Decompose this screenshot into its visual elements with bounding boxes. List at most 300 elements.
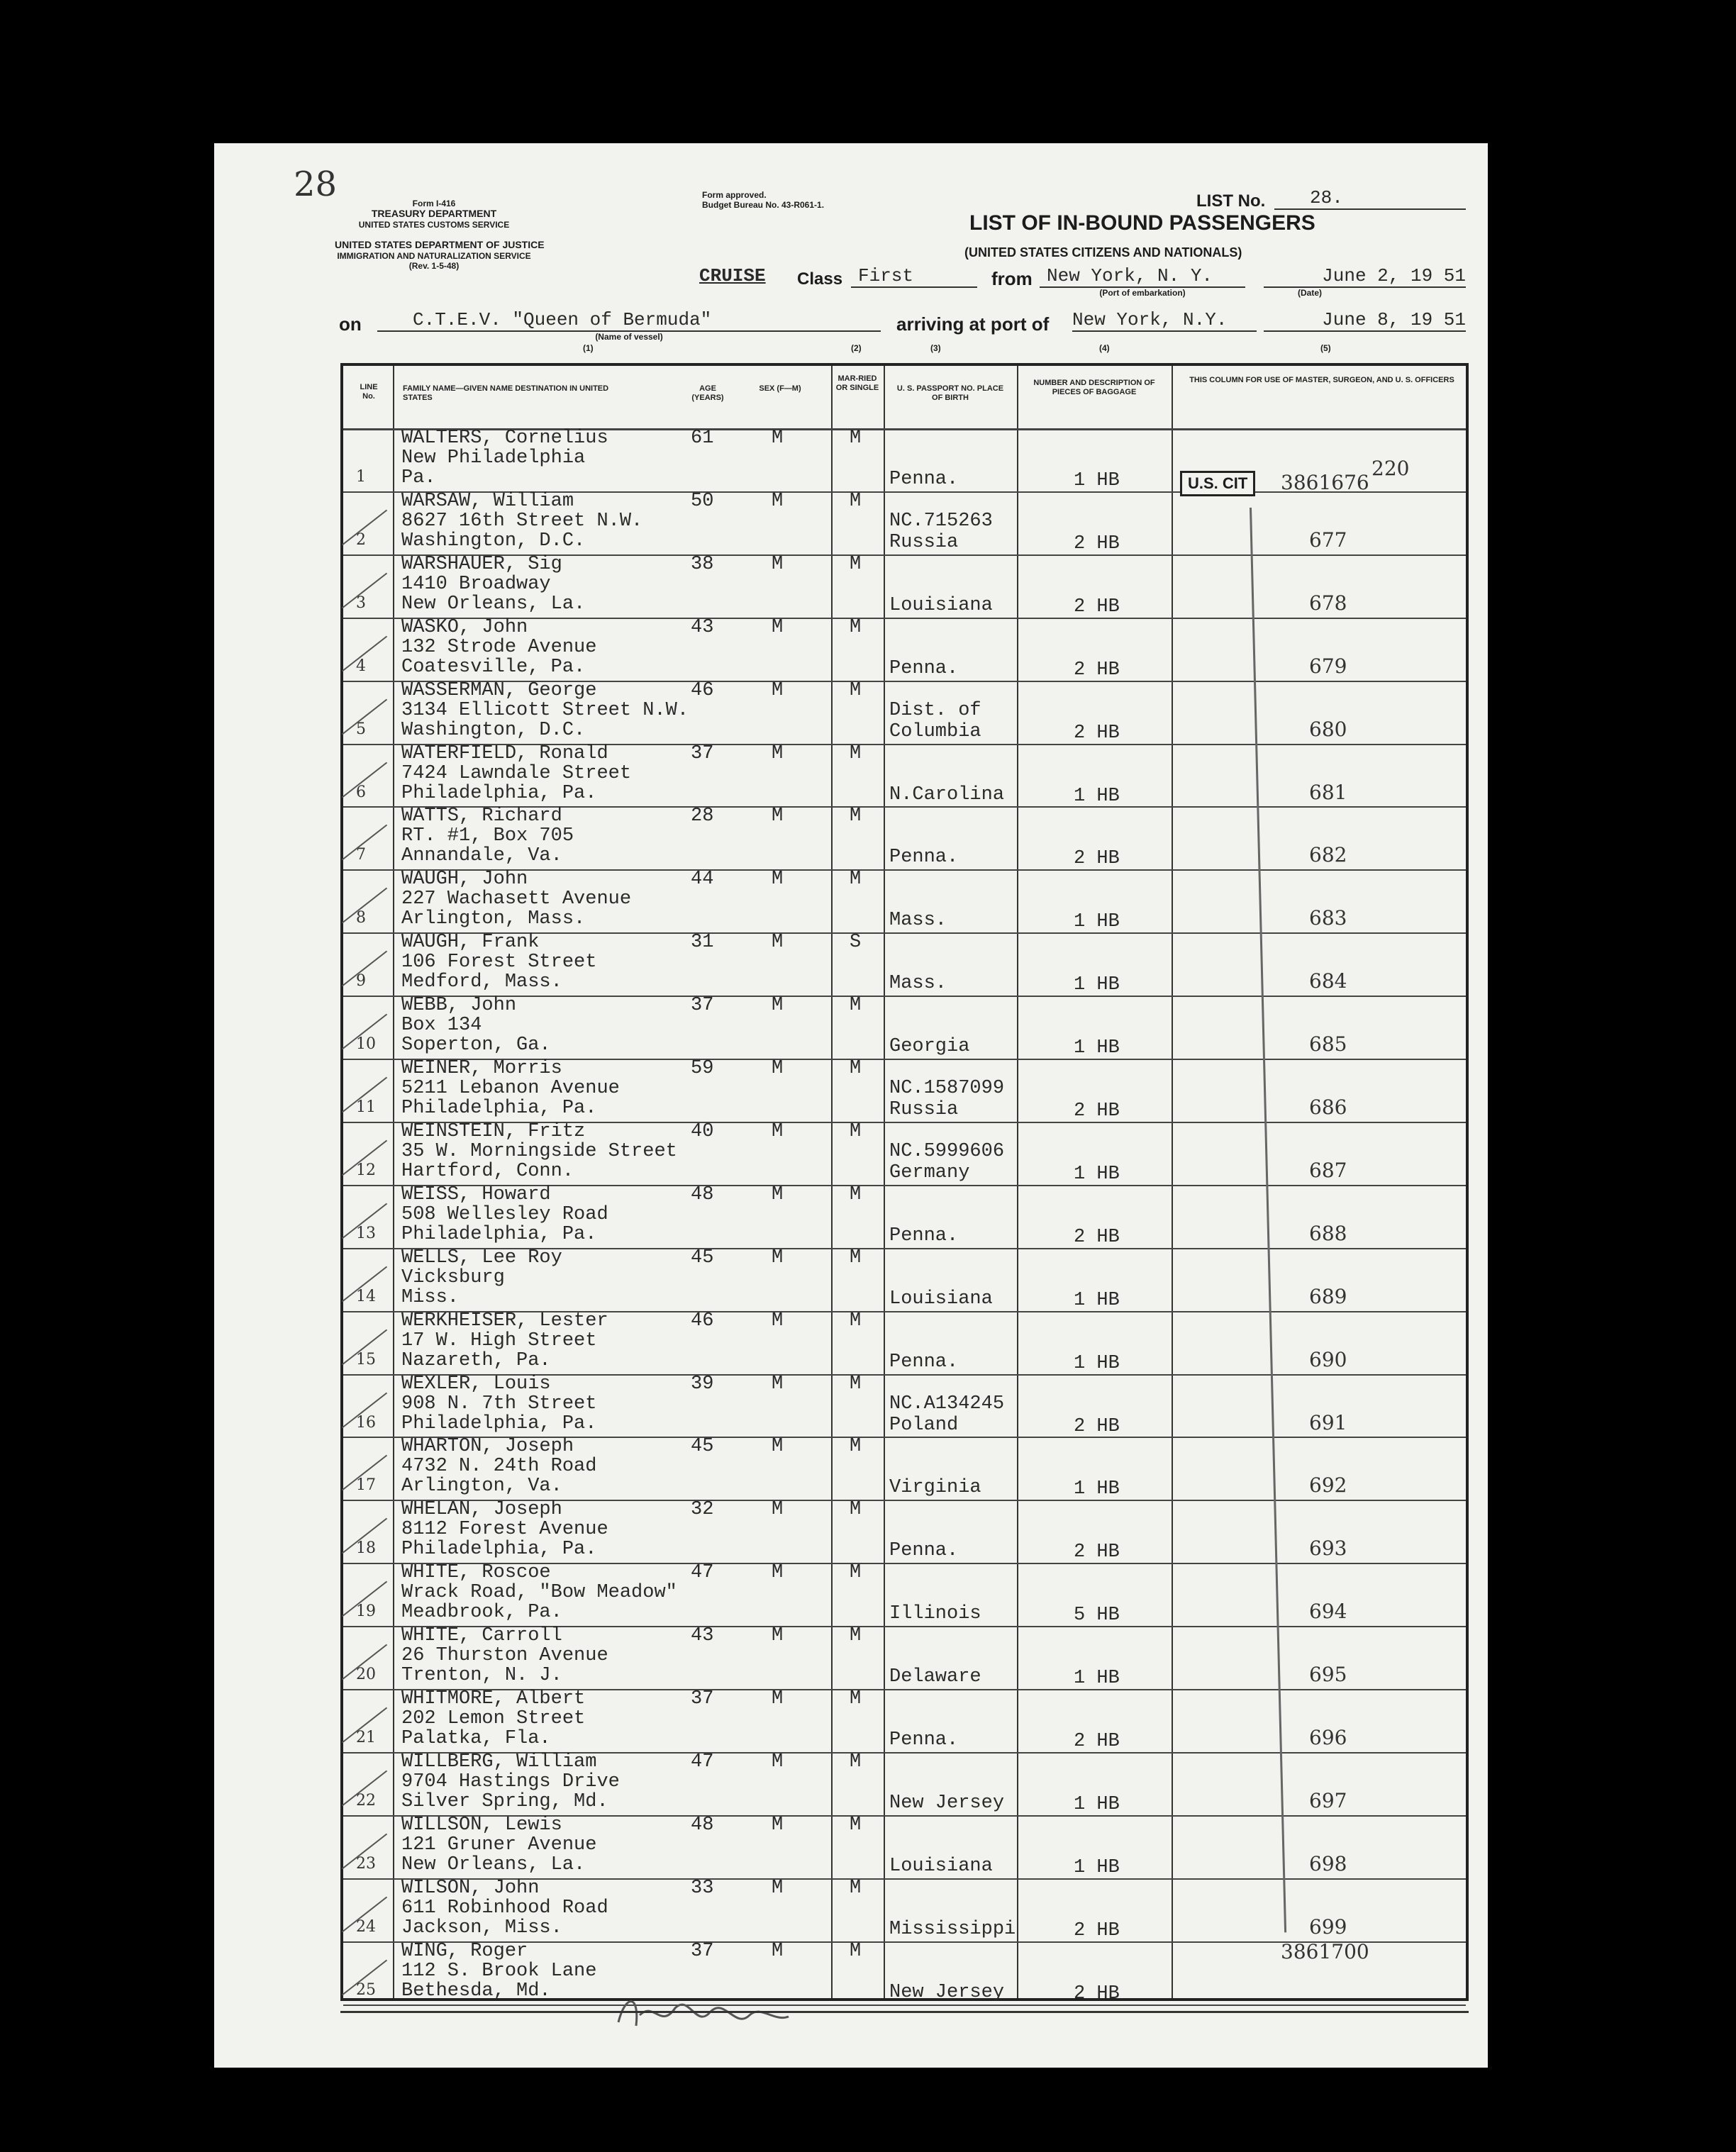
destination-city: Trenton, N. J. xyxy=(401,1665,562,1687)
destination-city: Coatesville, Pa. xyxy=(401,656,586,678)
certificate-number: 696 xyxy=(1309,1726,1347,1749)
passenger-name: WHITE, Carroll xyxy=(401,1625,562,1647)
place-of-birth: Mass. xyxy=(889,910,947,932)
marital-status: M xyxy=(850,679,862,701)
line-number: 18 xyxy=(356,1539,376,1558)
destination-city: Miss. xyxy=(401,1286,460,1308)
passenger-name: WILSON, John xyxy=(401,1877,540,1899)
us-citizen-stamp xyxy=(1180,471,1255,496)
last-certificate-number: 3861700 xyxy=(1281,1940,1369,1963)
destination-city: Soperton, Ga. xyxy=(401,1035,551,1057)
destination-city: Annandale, Va. xyxy=(401,845,562,867)
sex: M xyxy=(772,1940,784,1962)
marital-status: M xyxy=(850,742,862,764)
age: 47 xyxy=(691,1562,714,1584)
sex: M xyxy=(772,805,784,827)
destination-city: Arlington, Mass. xyxy=(401,908,586,930)
passenger-name: WHITE, Roscoe xyxy=(401,1562,551,1584)
destination-city: Bethesda, Md. xyxy=(401,1980,551,2002)
stamp-text: U.S. CIT xyxy=(1188,474,1248,492)
destination-city: Silver Spring, Md. xyxy=(401,1790,608,1812)
certificate-number: 695 xyxy=(1309,1663,1347,1687)
row-divider xyxy=(343,2005,1466,2006)
place-of-birth: Louisiana xyxy=(889,1288,993,1310)
destination-street: 112 S. Brook Lane xyxy=(401,1960,597,1982)
certificate-number: 678 xyxy=(1309,591,1347,615)
line-number: 5 xyxy=(356,720,366,738)
header-married: MAR-RIED OR SINGLE xyxy=(835,374,879,392)
header-officers: THIS COLUMN FOR USE OF MASTER, SURGEON, AND U. S. OFFICERS xyxy=(1189,376,1454,384)
baggage: 1 HB xyxy=(1074,974,1120,996)
page-number: 220 xyxy=(1371,457,1410,480)
marital-status: M xyxy=(850,1247,862,1269)
passenger-name: WASKO, John xyxy=(401,616,528,638)
place-of-birth: Penna. xyxy=(889,1351,959,1373)
certificate-number: 694 xyxy=(1309,1600,1347,1624)
line-number: 17 xyxy=(356,1476,376,1495)
marital-status: S xyxy=(850,932,862,954)
passport-number: NC.1587099 xyxy=(889,1078,1005,1099)
place-of-birth: Mass. xyxy=(889,973,947,995)
marital-status: M xyxy=(850,1625,862,1647)
sex: M xyxy=(772,1625,784,1647)
sex: M xyxy=(772,428,784,449)
sex: M xyxy=(772,1436,784,1458)
list-no-value: 28. xyxy=(1274,187,1466,210)
destination-street: 3134 Ellicott Street N.W. xyxy=(401,699,689,721)
arriving-label: arriving at port of xyxy=(896,313,1050,335)
passport-number: NC.715263 xyxy=(889,510,993,532)
line-number: 13 xyxy=(356,1224,376,1242)
header-sex: SEX (F—M) xyxy=(759,384,801,393)
column-number-4: (4) xyxy=(1099,343,1110,353)
destination-city: Hartford, Conn. xyxy=(401,1160,574,1182)
destination-street: RT. #1, Box 705 xyxy=(401,825,574,847)
place-of-birth: Louisiana xyxy=(889,594,993,616)
age: 46 xyxy=(691,679,714,701)
baggage: 2 HB xyxy=(1074,533,1120,554)
baggage: 2 HB xyxy=(1074,848,1120,870)
header-age: AGE (YEARS) xyxy=(691,384,724,402)
baggage: 2 HB xyxy=(1074,722,1120,744)
passenger-name: WALTERS, Cornelius xyxy=(401,428,608,449)
class-label: Class xyxy=(797,269,843,289)
destination-city: Philadelphia, Pa. xyxy=(401,782,597,804)
arrival-date: June 8, 19 51 xyxy=(1264,309,1466,332)
certificate-number: 699 xyxy=(1309,1914,1347,1939)
sex: M xyxy=(772,742,784,764)
destination-street: Vicksburg xyxy=(401,1266,505,1288)
marital-status: M xyxy=(850,1877,862,1899)
bottom-rule xyxy=(340,2011,1469,2013)
margin-note: 28 xyxy=(294,165,338,204)
baggage: 1 HB xyxy=(1074,1352,1120,1374)
sex: M xyxy=(772,1877,784,1899)
certificate-number: 697 xyxy=(1309,1788,1347,1812)
passenger-name: WATTS, Richard xyxy=(401,805,562,827)
certificate-number: 686 xyxy=(1309,1095,1347,1119)
line-number: 1 xyxy=(356,468,366,486)
sex: M xyxy=(772,1499,784,1521)
destination-street: 35 W. Morningside Street xyxy=(401,1140,677,1162)
sex: M xyxy=(772,553,784,575)
line-number: 14 xyxy=(356,1287,376,1305)
place-of-birth: Illinois xyxy=(889,1603,981,1625)
line-number: 10 xyxy=(356,1035,376,1054)
list-no-label: LIST No. xyxy=(1196,191,1266,211)
destination-street: 121 Gruner Avenue xyxy=(401,1834,597,1856)
marital-status: M xyxy=(850,1183,862,1205)
passenger-name: WAUGH, John xyxy=(401,869,528,891)
justice-dept: UNITED STATES DEPARTMENT OF JUSTICE xyxy=(335,239,545,250)
column-number-1: (1) xyxy=(583,343,594,353)
line-number: 19 xyxy=(356,1602,376,1621)
sex: M xyxy=(772,490,784,512)
place-of-birth: Russia xyxy=(889,531,959,553)
age: 37 xyxy=(691,995,714,1017)
marital-status: M xyxy=(850,995,862,1017)
passenger-name: WHARTON, Joseph xyxy=(401,1436,574,1458)
from-value: New York, N. Y. xyxy=(1040,265,1245,288)
certificate-number: 691 xyxy=(1309,1410,1347,1434)
baggage: 1 HB xyxy=(1074,911,1120,933)
baggage: 1 HB xyxy=(1074,1793,1120,1815)
passport-number: Dist. of xyxy=(889,699,981,721)
passenger-name: WHITMORE, Albert xyxy=(401,1688,586,1710)
line-number: 11 xyxy=(356,1098,376,1116)
passenger-name: WING, Roger xyxy=(401,1940,528,1962)
place-of-birth: Penna. xyxy=(889,847,959,869)
destination-street: 17 W. High Street xyxy=(401,1329,597,1351)
place-of-birth: New Jersey xyxy=(889,1981,1005,2003)
destination-city: Philadelphia, Pa. xyxy=(401,1539,597,1561)
destination-city: Palatka, Fla. xyxy=(401,1728,551,1749)
certificate-number: 689 xyxy=(1309,1284,1347,1308)
first-certificate-number: 3861676 xyxy=(1281,471,1369,494)
baggage: 2 HB xyxy=(1074,1226,1120,1248)
header-baggage: NUMBER AND DESCRIPTION OF PIECES OF BAGGAGE xyxy=(1033,379,1155,396)
arrival-port: New York, N.Y. xyxy=(1072,309,1257,332)
passport-number: NC.5999606 xyxy=(889,1140,1005,1162)
destination-street: 227 Wachasett Avenue xyxy=(401,888,632,910)
baggage: 1 HB xyxy=(1074,1289,1120,1311)
form-subtitle: (UNITED STATES CITIZENS AND NATIONALS) xyxy=(964,245,1242,260)
passenger-name: WATERFIELD, Ronald xyxy=(401,742,608,764)
baggage: 5 HB xyxy=(1074,1605,1120,1627)
age: 39 xyxy=(691,1373,714,1395)
destination-street: 132 Strode Avenue xyxy=(401,636,597,658)
place-of-birth: N.Carolina xyxy=(889,784,1005,805)
place-of-birth: Louisiana xyxy=(889,1855,993,1877)
certificate-number: 688 xyxy=(1309,1221,1347,1245)
line-number: 7 xyxy=(356,846,366,864)
certificate-number: 680 xyxy=(1309,717,1347,741)
age: 37 xyxy=(691,1688,714,1710)
baggage: 2 HB xyxy=(1074,1731,1120,1752)
sex: M xyxy=(772,869,784,891)
line-number: 22 xyxy=(356,1791,376,1810)
baggage: 2 HB xyxy=(1074,596,1120,618)
destination-city: Philadelphia, Pa. xyxy=(401,1223,597,1245)
marital-status: M xyxy=(850,1940,862,1962)
destination-city: Meadbrook, Pa. xyxy=(401,1602,562,1624)
cruise-label: CRUISE xyxy=(699,265,766,286)
budget-bureau: Budget Bureau No. 43-R061-1. xyxy=(702,200,825,210)
passenger-name: WILLBERG, William xyxy=(401,1751,597,1773)
vessel-name: C.T.E.V. "Queen of Bermuda" xyxy=(377,309,881,332)
place-of-birth: Virginia xyxy=(889,1477,981,1499)
baggage: 2 HB xyxy=(1074,1919,1120,1941)
customs-service: UNITED STATES CUSTOMS SERVICE xyxy=(358,220,510,230)
sex: M xyxy=(772,1562,784,1584)
age: 45 xyxy=(691,1247,714,1269)
destination-street: 611 Robinhood Road xyxy=(401,1897,608,1919)
destination-street: 9704 Hastings Drive xyxy=(401,1771,620,1793)
baggage: 2 HB xyxy=(1074,1100,1120,1122)
destination-city: Pa. xyxy=(401,467,436,489)
age: 31 xyxy=(691,932,714,954)
marital-status: M xyxy=(850,1688,862,1710)
destination-street: 202 Lemon Street xyxy=(401,1708,586,1729)
sex: M xyxy=(772,1247,784,1269)
age: 44 xyxy=(691,869,714,891)
destination-street: 1410 Broadway xyxy=(401,573,551,595)
marital-status: M xyxy=(850,1751,862,1773)
age: 40 xyxy=(691,1120,714,1142)
sex: M xyxy=(772,932,784,954)
marital-status: M xyxy=(850,1310,862,1332)
age: 46 xyxy=(691,1310,714,1332)
destination-city: Medford, Mass. xyxy=(401,971,562,993)
marital-status: M xyxy=(850,490,862,512)
ins-service: IMMIGRATION AND NATURALIZATION SERVICE xyxy=(337,251,531,261)
destination-street: New Philadelphia xyxy=(401,447,586,469)
place-of-birth: Penna. xyxy=(889,1225,959,1247)
destination-city: Nazareth, Pa. xyxy=(401,1349,551,1371)
line-number: 16 xyxy=(356,1413,376,1432)
certificate-number: 687 xyxy=(1309,1158,1347,1182)
certificate-number: 683 xyxy=(1309,906,1347,930)
line-number: 3 xyxy=(356,593,366,612)
destination-street: 508 Wellesley Road xyxy=(401,1203,608,1225)
age: 28 xyxy=(691,805,714,827)
marital-status: M xyxy=(850,1499,862,1521)
destination-city: Philadelphia, Pa. xyxy=(401,1412,597,1434)
marital-status: M xyxy=(850,1814,862,1836)
certificate-number: 681 xyxy=(1309,780,1347,804)
place-of-birth: Penna. xyxy=(889,1729,959,1751)
baggage: 1 HB xyxy=(1074,1478,1120,1500)
passport-number: NC.A134245 xyxy=(889,1393,1005,1415)
sex: M xyxy=(772,1058,784,1079)
column-number-5: (5) xyxy=(1320,343,1331,353)
department: TREASURY DEPARTMENT xyxy=(371,208,497,219)
age: 50 xyxy=(691,490,714,512)
baggage: 1 HB xyxy=(1074,1668,1120,1690)
age: 59 xyxy=(691,1058,714,1079)
age: 61 xyxy=(691,428,714,449)
passenger-name: WEBB, John xyxy=(401,995,517,1017)
revision: (Rev. 1-5-48) xyxy=(408,261,460,271)
certificate-number: 692 xyxy=(1309,1473,1347,1498)
line-number: 24 xyxy=(356,1917,376,1936)
place-of-birth: Penna. xyxy=(889,657,959,679)
passenger-name: WHELAN, Joseph xyxy=(401,1499,562,1521)
baggage: 2 HB xyxy=(1074,1983,1120,2005)
line-number: 20 xyxy=(356,1666,376,1684)
destination-city: Jackson, Miss. xyxy=(401,1917,562,1939)
passenger-table xyxy=(340,363,1469,2005)
sex: M xyxy=(772,1120,784,1142)
age: 43 xyxy=(691,616,714,638)
age: 47 xyxy=(691,1751,714,1773)
class-value: First xyxy=(851,265,977,288)
marital-status: M xyxy=(850,553,862,575)
place-of-birth: Delaware xyxy=(889,1666,981,1688)
certificate-number: 684 xyxy=(1309,969,1347,993)
destination-street: Box 134 xyxy=(401,1015,482,1037)
certificate-number: 693 xyxy=(1309,1537,1347,1561)
passenger-name: WEINSTEIN, Fritz xyxy=(401,1120,586,1142)
line-number: 12 xyxy=(356,1161,376,1179)
destination-street: 4732 N. 24th Road xyxy=(401,1456,597,1478)
marital-status: M xyxy=(850,1058,862,1079)
marital-status: M xyxy=(850,1562,862,1584)
destination-street: 26 Thurston Avenue xyxy=(401,1645,608,1667)
passenger-name: WEXLER, Louis xyxy=(401,1373,551,1395)
place-of-birth: Germany xyxy=(889,1161,970,1183)
certificate-number: 679 xyxy=(1309,654,1347,678)
passenger-name: WEISS, Howard xyxy=(401,1183,551,1205)
line-number: 25 xyxy=(356,1980,376,1999)
destination-street: 106 Forest Street xyxy=(401,952,597,974)
passenger-name: WARSAW, William xyxy=(401,490,574,512)
line-number: 23 xyxy=(356,1854,376,1873)
line-number: 8 xyxy=(356,909,366,927)
passenger-name: WILLSON, Lewis xyxy=(401,1814,562,1836)
place-of-birth: Poland xyxy=(889,1414,959,1436)
destination-city: Washington, D.C. xyxy=(401,719,586,741)
line-number: 4 xyxy=(356,657,366,675)
column-number-2: (2) xyxy=(851,343,862,353)
line-number: 2 xyxy=(356,530,366,549)
on-label: on xyxy=(339,313,362,335)
destination-city: Arlington, Va. xyxy=(401,1476,562,1498)
passenger-name: WERKHEISER, Lester xyxy=(401,1310,608,1332)
baggage: 1 HB xyxy=(1074,1037,1120,1059)
place-of-birth: Georgia xyxy=(889,1036,970,1058)
line-number: 6 xyxy=(356,783,366,801)
marital-status: M xyxy=(850,1436,862,1458)
certificate-number: 677 xyxy=(1309,528,1347,552)
certificate-number: 685 xyxy=(1309,1032,1347,1057)
baggage: 2 HB xyxy=(1074,659,1120,681)
port-embarkation-label: (Port of embarkation) xyxy=(1099,288,1186,298)
form-approved: Form approved. xyxy=(702,190,767,200)
sex: M xyxy=(772,1814,784,1836)
certificate-number: 682 xyxy=(1309,843,1347,867)
line-number: 15 xyxy=(356,1350,376,1368)
baggage: 1 HB xyxy=(1074,1856,1120,1878)
baggage: 2 HB xyxy=(1074,1415,1120,1437)
place-of-birth: Penna. xyxy=(889,469,959,490)
passenger-name: WARSHAUER, Sig xyxy=(401,553,562,575)
marital-status: M xyxy=(850,805,862,827)
marital-status: M xyxy=(850,1120,862,1142)
header-line-no: LINE No. xyxy=(360,383,378,401)
line-number: 21 xyxy=(356,1729,376,1746)
age: 32 xyxy=(691,1499,714,1521)
sex: M xyxy=(772,616,784,638)
marital-status: M xyxy=(850,1373,862,1395)
age: 33 xyxy=(691,1877,714,1899)
pencil-mark xyxy=(1250,508,1286,1932)
age: 37 xyxy=(691,1940,714,1962)
from-label: from xyxy=(991,268,1033,289)
marital-status: M xyxy=(850,428,862,449)
age: 48 xyxy=(691,1183,714,1205)
sex: M xyxy=(772,679,784,701)
destination-city: Philadelphia, Pa. xyxy=(401,1098,597,1119)
baggage: 1 HB xyxy=(1074,1163,1120,1185)
header-passport: U. S. PASSPORT NO. PLACE OF BIRTH xyxy=(896,384,1004,402)
baggage: 1 HB xyxy=(1074,470,1120,491)
sex: M xyxy=(772,1688,784,1710)
destination-street: 8627 16th Street N.W. xyxy=(401,510,643,532)
vessel-label: (Name of vessel) xyxy=(595,332,663,342)
age: 45 xyxy=(691,1436,714,1458)
destination-city: New Orleans, La. xyxy=(401,593,586,615)
form-title: LIST OF IN-BOUND PASSENGERS xyxy=(969,211,1315,235)
sex: M xyxy=(772,1751,784,1773)
baggage: 2 HB xyxy=(1074,1541,1120,1563)
passenger-name: WELLS, Lee Roy xyxy=(401,1247,562,1269)
form-number: Form I-416 xyxy=(412,199,456,208)
age: 43 xyxy=(691,1625,714,1647)
place-of-birth: Mississippi xyxy=(889,1918,1016,1940)
sex: M xyxy=(772,1310,784,1332)
destination-street: 8112 Forest Avenue xyxy=(401,1519,608,1541)
sex: M xyxy=(772,1183,784,1205)
age: 38 xyxy=(691,553,714,575)
marital-status: M xyxy=(850,869,862,891)
destination-city: Washington, D.C. xyxy=(401,530,586,552)
age: 48 xyxy=(691,1814,714,1836)
destination-street: 908 N. 7th Street xyxy=(401,1393,597,1415)
passenger-name: WASSERMAN, George xyxy=(401,679,597,701)
place-of-birth: Penna. xyxy=(889,1540,959,1562)
destination-street: Wrack Road, "Bow Meadow" xyxy=(401,1582,677,1604)
certificate-number: 698 xyxy=(1309,1851,1347,1875)
manifest-page xyxy=(214,143,1488,2068)
column-number-3: (3) xyxy=(930,343,941,353)
place-of-birth: New Jersey xyxy=(889,1792,1005,1814)
passenger-name: WEINER, Morris xyxy=(401,1058,562,1079)
line-number: 9 xyxy=(356,972,366,991)
header-name-destination: FAMILY NAME—GIVEN NAME DESTINATION IN UNITED STATES xyxy=(403,384,609,402)
destination-street: 7424 Lawndale Street xyxy=(401,762,632,784)
destination-street: 5211 Lebanon Avenue xyxy=(401,1078,620,1099)
place-of-birth: Columbia xyxy=(889,720,981,742)
sex: M xyxy=(772,1373,784,1395)
certificate-number: 690 xyxy=(1309,1347,1347,1371)
baggage: 1 HB xyxy=(1074,785,1120,807)
place-of-birth: Russia xyxy=(889,1099,959,1120)
passenger-name: WAUGH, Frank xyxy=(401,932,540,954)
destination-city: New Orleans, La. xyxy=(401,1853,586,1875)
marital-status: M xyxy=(850,616,862,638)
date-label: (Date) xyxy=(1297,288,1322,298)
